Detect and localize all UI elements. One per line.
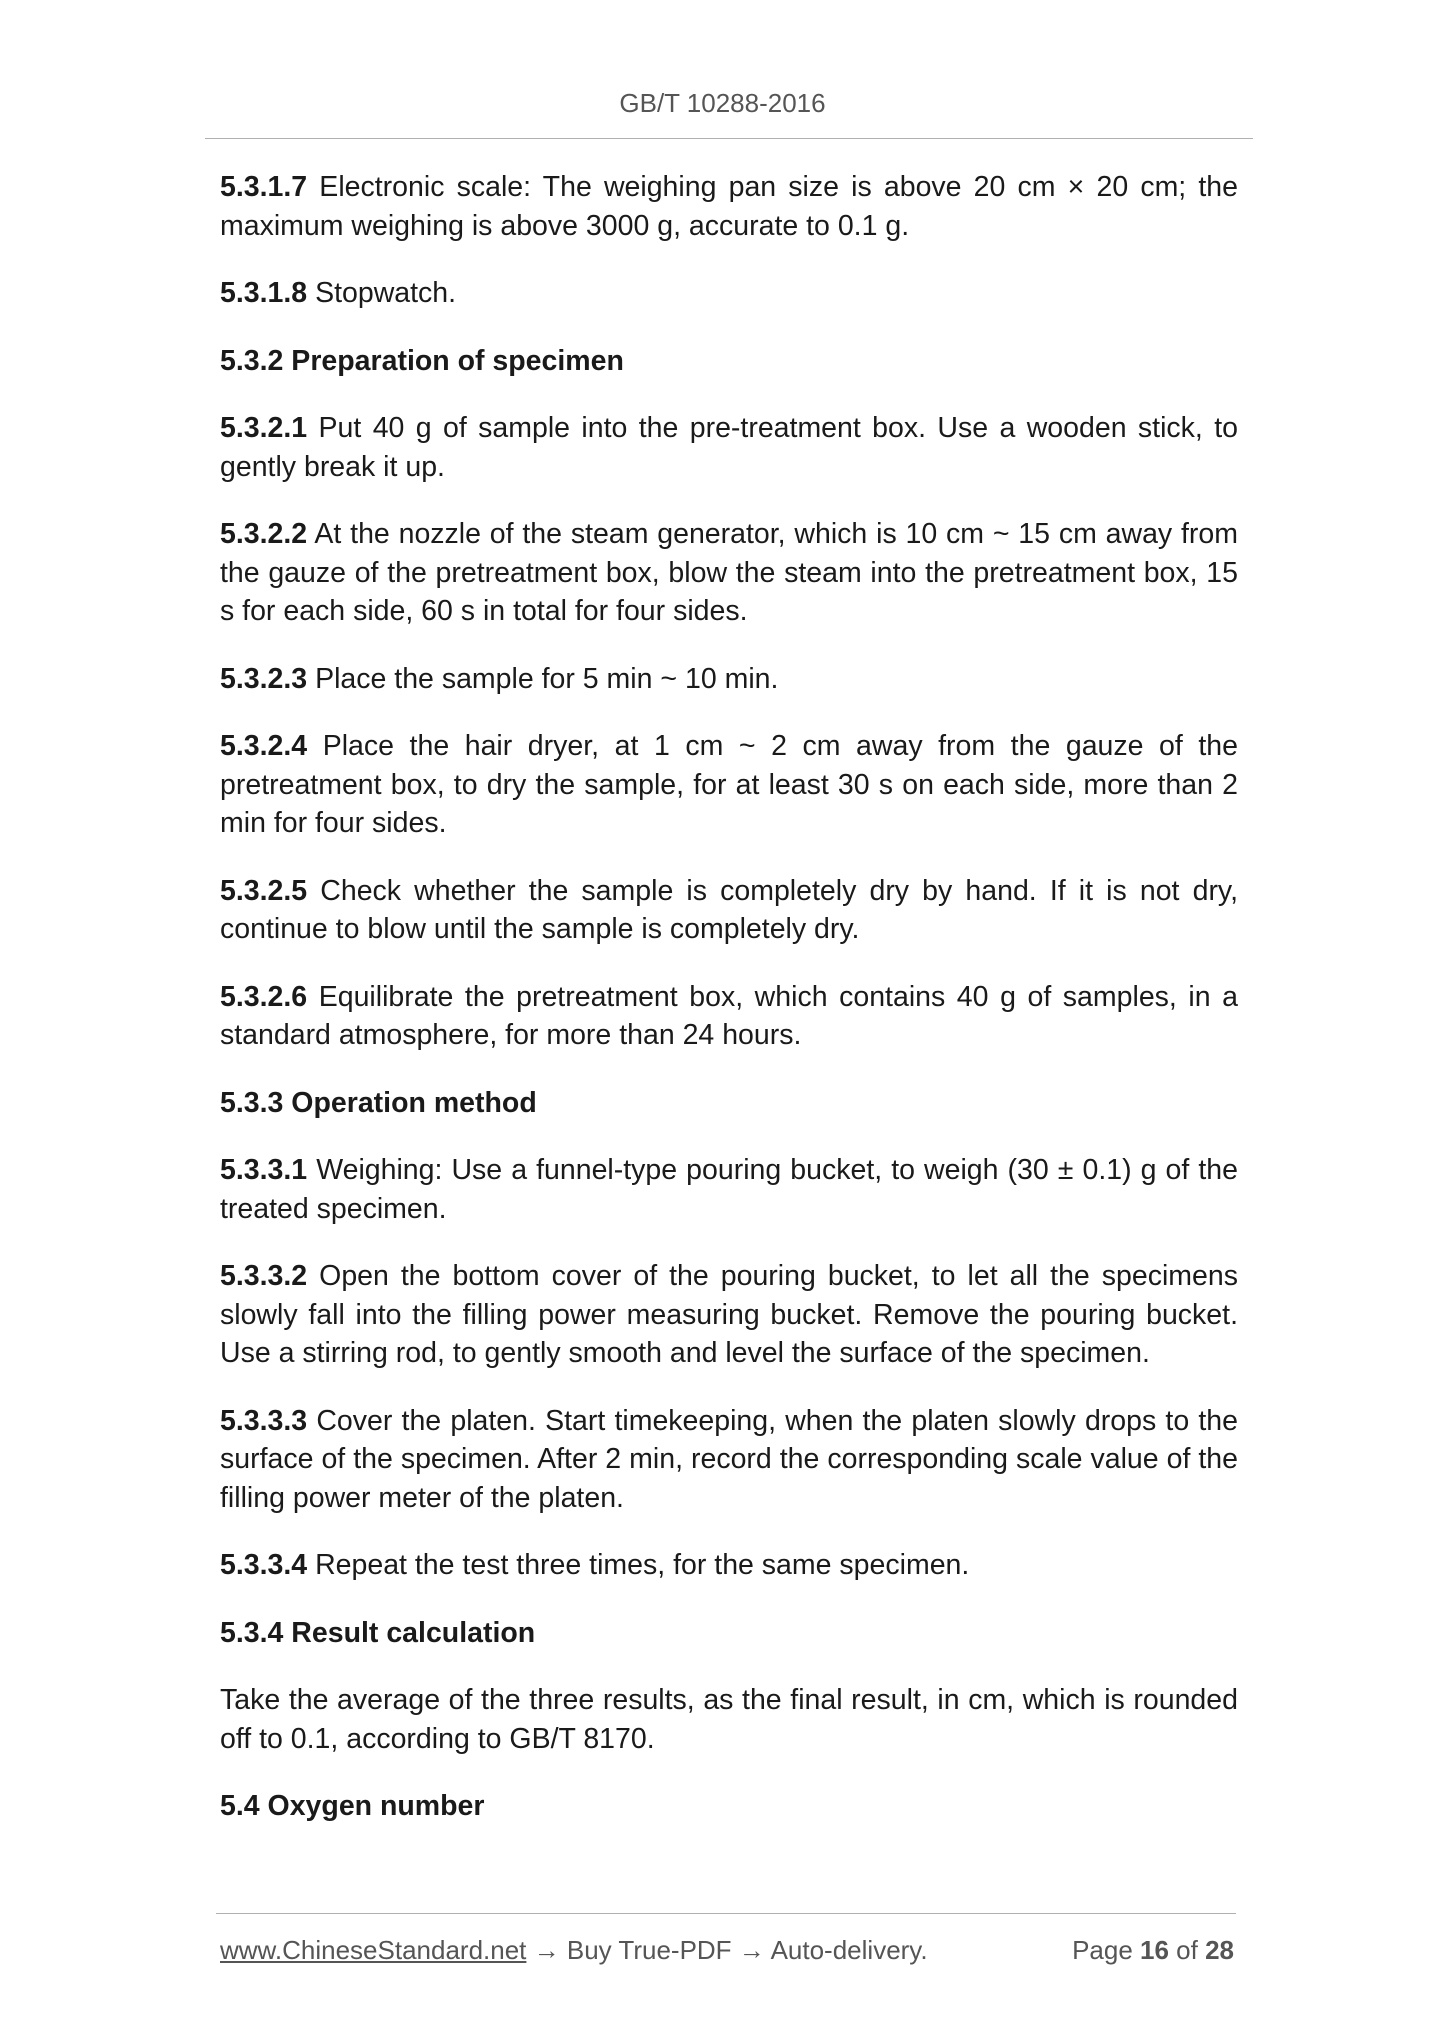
page-indicator [1072,1935,1234,1966]
clause-text: Repeat the test three times, for the same specimen. [307,1549,970,1581]
footer-promo [220,1935,928,1966]
clause-number: 5.3.2.3 [220,662,308,695]
clause-text: Stopwatch. [307,277,457,309]
section-heading-5-4: 5.4 Oxygen number [220,1790,485,1822]
document-body [220,168,1238,1855]
clause-number: 5.3.3.1 [220,1154,308,1186]
current-page: 16 [1140,1935,1169,1965]
clause-5-3-2-2 [220,515,1238,631]
document-header: GB/T 10288-2016 [619,88,826,118]
clause-number: 5.3.3.2 [220,1260,308,1292]
clause-text: Place the sample for 5 min ~ 10 min. [307,662,779,695]
clause-text: Put 40 g of sample into the pre-treatment box. Use a wooden stick, to gently break it up. [220,412,1238,483]
clause-5-3-3-1 [220,1151,1238,1228]
clause-text: At the nozzle of the steam generator, which is 10 cm ~ 15 cm away from the gauze of the pretreatment box, blow the steam into the pretreatment box, 15 s for each side, 60 s in total for four sides. [220,518,1238,627]
clause-5-3-1-8 [220,274,1238,313]
clause-number: 5.3.2.2 [220,518,308,550]
clause-5-3-3-2 [220,1257,1238,1373]
clause-5-3-2-1 [220,409,1238,486]
clause-5-3-2-5 [220,872,1238,949]
clause-5-3-3-4 [220,1546,1238,1585]
clause-5-3-3-3 [220,1402,1238,1518]
clause-text: Weighing: Use a funnel-type pouring bucket, to weigh (30 ± 0.1) g of the treated specimen. [220,1154,1238,1225]
header-divider [205,138,1253,139]
of-label: of [1168,1935,1206,1965]
clause-number: 5.3.2.5 [220,874,308,907]
clause-text: Open the bottom cover of the pouring bucket, to let all the specimens slowly fall into the filling power measuring bucket. Remove the pouring bucket. Use a stirring rod, to gently smooth and level the surface of the specimen. [220,1260,1238,1369]
clause-5-3-2-6 [220,978,1238,1055]
page-label: Page [1072,1935,1141,1965]
clause-5-3-1-7 [220,168,1238,245]
section-heading-5-3-3: 5.3.3 Operation method [220,1086,537,1119]
footer-divider [216,1913,1236,1914]
clause-text: Check whether the sample is completely dry by hand. If it is not dry, continue to blow until the sample is completely dry. [220,874,1238,945]
section-heading-5-3-2: 5.3.2 Preparation of specimen [220,344,624,377]
clause-number: 5.3.1.7 [220,171,308,203]
clause-number: 5.3.2.4 [220,730,308,762]
clause-number: 5.3.3.3 [220,1404,308,1437]
site-link[interactable]: www.ChineseStandard.net [220,1935,527,1965]
clause-5-3-2-3 [220,660,1238,699]
clause-number: 5.3.2.6 [220,980,308,1013]
total-pages: 28 [1205,1935,1234,1965]
clause-text: Electronic scale: The weighing pan size is above 20 cm × 20 cm; the maximum weighing is above 3000 g, accurate to 0.1 g. [220,171,1238,242]
clause-text: Cover the platen. Start timekeeping, when the platen slowly drops to the surface of the specimen. After 2 min, record the corresponding scale value of the filling power meter of the platen. [220,1404,1238,1514]
promo-text: → Buy True-PDF → Auto-delivery. [526,1935,928,1965]
clause-text: Equilibrate the pretreatment box, which contains 40 g of samples, in a standard atmosphere, for more than 24 hours. [220,980,1238,1051]
clause-number: 5.3.2.1 [220,412,308,444]
clause-number: 5.3.1.8 [220,277,308,309]
clause-5-3-2-4 [220,727,1238,843]
clause-text: Place the hair dryer, at 1 cm ~ 2 cm away from the gauze of the pretreatment box, to dry the sample, for at least 30 s on each side, more than 2 min for four sides. [220,730,1238,839]
result-calculation-text: Take the average of the three results, as the final result, in cm, which is rounded off to 0.1, according to GB/T 8170. [220,1684,1238,1755]
clause-number: 5.3.3.4 [220,1549,308,1581]
section-heading-5-3-4: 5.3.4 Result calculation [220,1616,536,1649]
